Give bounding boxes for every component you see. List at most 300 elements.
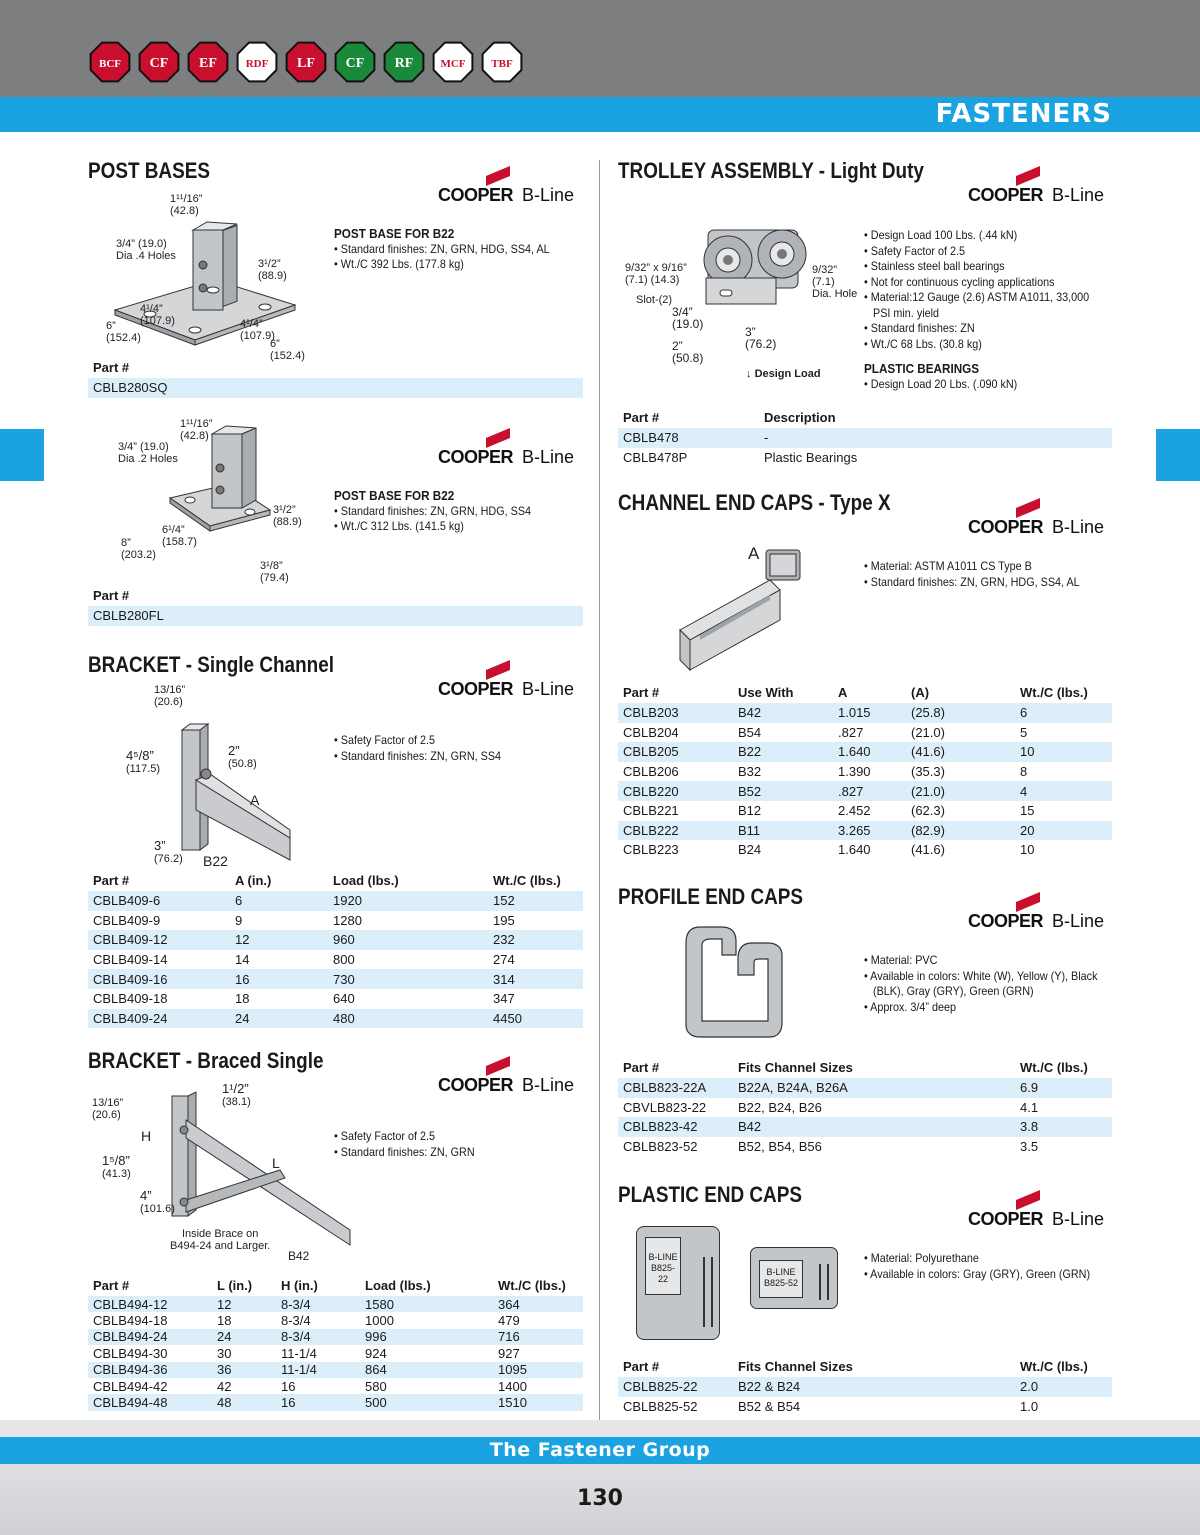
table-cell: Plastic Bearings xyxy=(764,449,858,465)
table-header: Part # xyxy=(623,1359,660,1374)
bline-flag-icon xyxy=(484,164,512,186)
dim-label: 3/4” (19.0) xyxy=(118,441,169,453)
bline-flag-icon xyxy=(484,658,512,680)
note-line: • Not for continuous cycling applications xyxy=(864,274,1055,289)
note-line: (BLK), Gray (GRY), Green (GRN) xyxy=(864,984,1034,998)
dim-label: 1⁵/8” xyxy=(102,1153,130,1168)
table-header: L (in.) xyxy=(217,1278,253,1293)
table-cell: CBLB825-52 xyxy=(623,1398,698,1414)
bracket-single-notes xyxy=(334,733,501,764)
table-cell: CBLB409-24 xyxy=(88,1009,230,1029)
post-base-1-table xyxy=(88,357,583,398)
table-row xyxy=(88,1378,583,1394)
table-cell: 11-1/4 xyxy=(276,1362,360,1378)
table-cell: CBLB409-18 xyxy=(93,991,168,1007)
table-cell: CBLB205 xyxy=(618,742,733,762)
dim-label: (101.6) xyxy=(140,1203,175,1215)
table-row xyxy=(618,821,1112,841)
cooper-bline-logo xyxy=(438,658,584,700)
table-cell: CBLB478P xyxy=(623,449,688,465)
section-title-bracket-single: BRACKET - Single Channel xyxy=(88,652,334,677)
dim-label: (7.1) xyxy=(812,276,835,288)
dim-label: 8” xyxy=(121,537,131,549)
dim-label: H xyxy=(141,1128,152,1144)
table-row xyxy=(618,1117,1112,1137)
table-row xyxy=(618,801,1112,821)
table-cell: 30 xyxy=(217,1345,232,1361)
brand-name-1: COOPER xyxy=(968,1209,1044,1229)
table-cell: CBLB409-9 xyxy=(93,912,161,928)
note-line: • Wt./C 392 Lbs. (177.8 kg) xyxy=(334,257,464,271)
section-title-end-caps-x: CHANNEL END CAPS - Type X xyxy=(618,490,891,515)
bline-flag-icon xyxy=(1014,496,1042,518)
plastic-caps-table xyxy=(618,1356,1112,1416)
table-cell: 8-3/4 xyxy=(281,1313,311,1329)
table-cell: 580 xyxy=(365,1378,387,1394)
table-cell: 1400 xyxy=(498,1378,527,1394)
bracket-single-table xyxy=(88,870,583,1028)
table-cell: 6 xyxy=(1015,703,1112,723)
table-cell: 6 xyxy=(230,891,328,911)
dim-label: (79.4) xyxy=(260,572,289,584)
notes-heading: PLASTIC BEARINGS xyxy=(864,361,980,376)
note-line: • Available in colors: Gray (GRY), Green (GRN) xyxy=(864,1266,1091,1281)
table-cell: CBLB280SQ xyxy=(88,378,583,398)
note-line: • Standard finishes: ZN, GRN, SS4 xyxy=(334,748,502,763)
table-cell: CBLB220 xyxy=(618,781,733,801)
table-cell: 3.5 xyxy=(1020,1139,1039,1155)
note-line: • Safety Factor of 2.5 xyxy=(334,733,436,747)
table-cell: CBLB409-6 xyxy=(88,891,230,911)
logo-badge xyxy=(336,43,375,82)
table-row xyxy=(618,762,1112,782)
table-header: Use With xyxy=(738,685,794,700)
cooper-bline-logo xyxy=(968,164,1114,206)
logo-text: RDF xyxy=(245,58,269,70)
section-title-plastic-caps: PLASTIC END CAPS xyxy=(618,1182,802,1207)
table-cell: 364 xyxy=(493,1296,583,1312)
dim-label: 6” xyxy=(270,338,280,350)
table-row xyxy=(88,378,583,398)
dim-label: (117.5) xyxy=(126,763,161,775)
cap-text: B825-52 xyxy=(763,1278,799,1288)
logo-text: RF xyxy=(394,56,414,71)
post-base-2-table xyxy=(88,585,583,626)
table-row xyxy=(618,781,1112,801)
plastic-cap-22-label xyxy=(645,1237,681,1295)
note-line: • Wt./C 312 Lbs. (141.5 kg) xyxy=(334,519,464,533)
dim-label: 4⁵/8” xyxy=(126,748,154,763)
note-line: • Standard finishes: ZN, GRN, HDG, SS4 xyxy=(334,503,532,518)
dim-label: 1¹¹/16” xyxy=(180,418,213,430)
table-cell: (62.3) xyxy=(911,803,945,819)
table-header: Load (lbs.) xyxy=(333,873,399,888)
table-cell: (25.8) xyxy=(906,703,1015,723)
table-cell: 20 xyxy=(1015,821,1112,841)
dim-label: L xyxy=(272,1155,280,1171)
cooper-bline-logo xyxy=(968,496,1114,538)
table-cell: 10 xyxy=(1015,742,1112,762)
dim-label: Dia .2 Holes xyxy=(118,453,178,465)
dim-label: (88.9) xyxy=(258,270,287,282)
table-cell: B22, B24, B26 xyxy=(738,1099,822,1115)
table-cell: 3.8 xyxy=(1015,1117,1112,1137)
table-row xyxy=(88,1312,583,1328)
note-line: • Available in colors: White (W), Yellow (Y), Black xyxy=(864,968,1098,983)
note-line: • Standard finishes: ZN xyxy=(864,321,975,335)
dim-label: 3/4” xyxy=(672,305,693,319)
dim-label: (20.6) xyxy=(92,1109,121,1121)
table-cell: 1920 xyxy=(328,891,488,911)
bline-flag-icon xyxy=(484,426,512,448)
note-line: • Approx. 3/4” deep xyxy=(864,999,957,1014)
table-row xyxy=(88,1009,583,1029)
table-header: Wt./C (lbs.) xyxy=(1020,1359,1088,1374)
brand-name-1: COOPER xyxy=(968,185,1044,205)
design-load-label: ↓ Design Load xyxy=(746,368,821,380)
table-cell: 1510 xyxy=(493,1394,583,1410)
table-cell: 195 xyxy=(493,912,515,928)
table-row xyxy=(88,989,583,1009)
section-title-bracket-braced: BRACKET - Braced Single xyxy=(88,1048,324,1073)
table-cell: B22 & B24 xyxy=(733,1377,1015,1397)
end-caps-x-table xyxy=(618,682,1112,860)
table-cell: B52 & B54 xyxy=(738,1398,801,1414)
dim-label: (76.2) xyxy=(154,853,183,865)
table-cell: CBLB494-24 xyxy=(88,1329,212,1345)
cooper-bline-logo xyxy=(438,164,584,206)
table-cell: B54 xyxy=(738,724,762,740)
table-row xyxy=(618,1397,1112,1417)
table-cell: 479 xyxy=(498,1313,520,1329)
table-cell: CBLB280FL xyxy=(88,606,583,626)
table-cell: 800 xyxy=(333,952,355,968)
table-row xyxy=(88,950,583,970)
table-cell: 24 xyxy=(230,1009,328,1029)
table-cell: 1000 xyxy=(365,1313,394,1329)
side-tab-right xyxy=(1156,429,1200,481)
logo-badge xyxy=(140,43,179,82)
logo-badge xyxy=(238,43,277,82)
table-row xyxy=(88,1394,583,1410)
table-cell: 152 xyxy=(488,891,583,911)
table-cell: B12 xyxy=(738,803,762,819)
table-header: Part # xyxy=(623,685,660,700)
table-cell: B52, B54, B56 xyxy=(738,1139,822,1155)
note-line: • Material: Polyurethane xyxy=(864,1251,979,1265)
end-caps-x-notes xyxy=(864,559,1080,590)
brand-name-2: B-Line xyxy=(522,185,575,205)
table-cell: .827 xyxy=(833,781,906,801)
table-row xyxy=(618,723,1112,743)
table-row xyxy=(618,1098,1112,1118)
table-row xyxy=(618,1078,1112,1098)
table-row xyxy=(88,911,583,931)
table-cell: 18 xyxy=(235,991,250,1007)
table-cell: CBLB823-52 xyxy=(623,1139,698,1155)
dim-label: (152.4) xyxy=(106,332,141,344)
dim-label: (20.6) xyxy=(154,696,183,708)
table-header: Wt./C (lbs.) xyxy=(1020,685,1088,700)
table-row xyxy=(618,448,1112,468)
table-header: (A) xyxy=(911,685,930,700)
table-cell: 12 xyxy=(212,1296,276,1312)
logo-text: MCF xyxy=(440,58,466,70)
table-cell: CBLB409-14 xyxy=(93,952,168,968)
table-cell: 1095 xyxy=(493,1362,583,1378)
table-cell: 16 xyxy=(281,1378,296,1394)
table-cell: CBLB204 xyxy=(623,724,679,740)
table-row xyxy=(618,1377,1112,1397)
trolley-table xyxy=(618,407,1112,467)
table-header: H (in.) xyxy=(281,1278,318,1293)
table-cell: 36 xyxy=(212,1362,276,1378)
bline-flag-icon xyxy=(484,1054,512,1076)
dim-label: (107.9) xyxy=(140,315,175,327)
table-cell: - xyxy=(759,428,1112,448)
table-cell: 1280 xyxy=(333,912,362,928)
table-cell: 640 xyxy=(333,991,355,1007)
table-cell: CBLB409-12 xyxy=(88,930,230,950)
dim-label: 1¹¹/16” xyxy=(170,193,203,205)
brand-name-2: B-Line xyxy=(522,1075,575,1095)
dim-label: Design Load xyxy=(754,368,821,380)
table-header: Part # xyxy=(93,588,130,603)
table-cell: B42 xyxy=(733,703,833,723)
note-line: • Stainless steel ball bearings xyxy=(864,259,1005,273)
table-cell: 480 xyxy=(328,1009,488,1029)
table-cell: (35.3) xyxy=(911,764,945,780)
dim-label: 9/32” xyxy=(812,264,838,276)
dim-label: B494-24 and Larger. xyxy=(170,1240,271,1252)
table-row xyxy=(88,1345,583,1361)
dim-label: 4¹/4” xyxy=(140,303,163,315)
footer-group-name: The Fastener Group xyxy=(0,1437,1200,1464)
brand-name-2: B-Line xyxy=(1052,1209,1105,1229)
cap-text: B-LINE xyxy=(648,1252,678,1262)
note-line: PSI min. yield xyxy=(864,305,940,320)
dim-label: 6¹/4” xyxy=(162,524,185,536)
dim-label: A xyxy=(250,792,260,808)
table-row xyxy=(88,1296,583,1312)
table-cell: 996 xyxy=(360,1329,493,1345)
note-line: • Standard finishes: ZN, GRN, HDG, SS4, AL xyxy=(334,241,550,256)
dim-label: B42 xyxy=(288,1249,310,1263)
table-header: A xyxy=(838,685,848,700)
dim-label: 2” xyxy=(228,743,240,758)
dim-label: (203.2) xyxy=(121,549,156,561)
table-cell: CBLB203 xyxy=(618,703,733,723)
table-cell: 11-1/4 xyxy=(281,1345,317,1361)
category-title: FASTENERS xyxy=(935,99,1112,129)
plastic-cap-22-image xyxy=(636,1226,720,1340)
dim-label: (158.7) xyxy=(162,536,197,548)
bline-flag-icon xyxy=(1014,1188,1042,1210)
logo-badge xyxy=(385,43,424,82)
table-cell: CBLB222 xyxy=(618,821,733,841)
notes-heading: POST BASE FOR B22 xyxy=(334,226,455,241)
table-cell: 716 xyxy=(493,1329,583,1345)
dim-label: (38.1) xyxy=(222,1096,251,1108)
dim-label: 4¹/4” xyxy=(240,318,263,330)
brand-name-2: B-Line xyxy=(1052,911,1105,931)
table-header: Part # xyxy=(623,1060,660,1075)
table-cell: 12 xyxy=(230,930,328,950)
note-line: • Safety Factor of 2.5 xyxy=(334,1129,436,1143)
profile-cap-drawing xyxy=(680,915,790,1045)
table-cell: B11 xyxy=(733,821,833,841)
table-cell: 924 xyxy=(365,1345,387,1361)
table-cell: (82.9) xyxy=(906,821,1015,841)
bracket-braced-table xyxy=(88,1275,583,1411)
table-cell: CBLB221 xyxy=(623,803,679,819)
brand-name-1: COOPER xyxy=(438,679,514,699)
table-cell: 1.390 xyxy=(838,764,871,780)
plastic-cap-52-image xyxy=(750,1247,838,1309)
table-cell: 8-3/4 xyxy=(276,1296,360,1312)
table-cell: 500 xyxy=(360,1394,493,1410)
table-cell: (21.0) xyxy=(911,724,945,740)
dim-label: Inside Brace on xyxy=(181,1228,259,1240)
table-cell: CBLB823-42 xyxy=(618,1117,733,1137)
note-line: • Wt./C 68 Lbs. (30.8 kg) xyxy=(864,336,982,351)
table-cell: 4450 xyxy=(488,1009,583,1029)
dim-label: 6” xyxy=(106,320,116,332)
bline-flag-icon xyxy=(1014,890,1042,912)
table-cell: 1.640 xyxy=(833,742,906,762)
table-cell: B22 xyxy=(733,742,833,762)
logo-badge xyxy=(189,43,228,82)
dim-label: 3” xyxy=(745,325,756,339)
cooper-bline-logo xyxy=(438,1054,584,1096)
logo-badge xyxy=(91,43,130,82)
table-cell: 4.1 xyxy=(1020,1099,1039,1115)
table-cell: CBLB206 xyxy=(623,764,679,780)
table-cell: CBLB494-36 xyxy=(88,1362,212,1378)
dim-label: Slot-(2) xyxy=(636,294,673,306)
table-header: A (in.) xyxy=(235,873,272,888)
page-number: 130 xyxy=(577,1486,623,1511)
table-header: Load (lbs.) xyxy=(365,1278,431,1293)
section-title-post-bases: POST BASES xyxy=(88,158,210,183)
table-row xyxy=(618,1137,1112,1157)
dim-label: 1¹/2” xyxy=(222,1081,249,1096)
table-row xyxy=(88,891,583,911)
logo-text: CF xyxy=(149,56,169,71)
brand-name-1: COOPER xyxy=(968,517,1044,537)
note-line: • Design Load 20 Lbs. (.090 kN) xyxy=(864,376,1018,391)
dim-label: 3¹/2” xyxy=(258,258,281,270)
logo-badge xyxy=(287,43,326,82)
dim-label: (107.9) xyxy=(240,330,275,342)
table-cell: B22A, B24A, B26A xyxy=(733,1078,1015,1098)
cooper-bline-logo xyxy=(968,890,1114,932)
dim-label: (50.8) xyxy=(228,758,257,770)
brand-name-1: COOPER xyxy=(438,447,514,467)
note-line: • Standard finishes: ZN, GRN xyxy=(334,1144,475,1159)
table-cell: B32 xyxy=(738,764,762,780)
table-cell: 48 xyxy=(212,1394,276,1410)
table-cell: 18 xyxy=(217,1313,232,1329)
note-line: • Material:12 Gauge (2.6) ASTM A1011, 33,000 xyxy=(864,290,1090,304)
table-cell: 2.0 xyxy=(1015,1377,1112,1397)
table-cell: CBLB494-30 xyxy=(93,1345,168,1361)
trolley-drawing xyxy=(690,208,820,318)
dim-label: 2” xyxy=(672,339,683,353)
table-cell: 314 xyxy=(488,969,583,989)
dim-label: A xyxy=(748,544,760,563)
dim-label: 3¹/2” xyxy=(273,504,296,516)
table-cell: 1.0 xyxy=(1020,1398,1039,1414)
table-row xyxy=(618,428,1112,448)
table-cell: 274 xyxy=(493,952,515,968)
brand-name-1: COOPER xyxy=(968,911,1044,931)
logo-badge xyxy=(483,43,522,82)
dim-label: 13/16” xyxy=(92,1097,124,1109)
table-cell: 927 xyxy=(498,1345,520,1361)
table-cell: 5 xyxy=(1020,724,1028,740)
bline-flag-icon xyxy=(1014,164,1042,186)
table-cell: 14 xyxy=(235,952,250,968)
dim-label: 13/16” xyxy=(154,684,186,696)
table-cell: 3.265 xyxy=(833,821,906,841)
table-cell: (41.6) xyxy=(911,842,945,858)
table-cell: 1.640 xyxy=(838,842,871,858)
table-cell: CBLB494-42 xyxy=(93,1378,168,1394)
dim-label: 3” xyxy=(154,838,166,853)
dim-label: Dia. Hole xyxy=(812,288,858,300)
notes-heading: POST BASE FOR B22 xyxy=(334,488,455,503)
bracket-braced-notes xyxy=(334,1129,475,1160)
table-cell: CBLB825-22 xyxy=(618,1377,733,1397)
table-cell: CBLB494-48 xyxy=(88,1394,212,1410)
table-header: Wt./C (lbs.) xyxy=(498,1278,566,1293)
table-cell: 2.452 xyxy=(838,803,871,819)
logo-badge xyxy=(434,43,473,82)
table-header: Part # xyxy=(93,873,130,888)
table-cell: 9 xyxy=(235,912,243,928)
table-row xyxy=(88,969,583,989)
table-row xyxy=(88,1329,583,1345)
logo-text: CF xyxy=(345,56,365,71)
table-cell: 4 xyxy=(1015,781,1112,801)
brand-name-2: B-Line xyxy=(522,447,575,467)
table-cell: CBLB494-12 xyxy=(88,1296,212,1312)
table-cell: 6.9 xyxy=(1015,1078,1112,1098)
table-cell: 42 xyxy=(217,1378,232,1394)
table-row xyxy=(88,606,583,626)
dim-label: (7.1) (14.3) xyxy=(625,274,680,286)
table-cell: 16 xyxy=(276,1394,360,1410)
plastic-caps-notes xyxy=(864,1251,1090,1282)
logo-text: BCF xyxy=(99,58,121,70)
table-cell: 232 xyxy=(488,930,583,950)
section-title-profile-caps: PROFILE END CAPS xyxy=(618,884,804,909)
brand-name-2: B-Line xyxy=(522,679,575,699)
note-line: • Design Load 100 Lbs. (.44 kN) xyxy=(864,228,1018,242)
table-cell: 960 xyxy=(328,930,488,950)
table-header: Wt./C (lbs.) xyxy=(1020,1060,1088,1075)
table-header: Part # xyxy=(93,1278,130,1293)
table-cell: 8 xyxy=(1020,764,1028,780)
logo-text: EF xyxy=(199,56,217,71)
profile-caps-notes xyxy=(864,953,1097,1015)
table-cell: 1580 xyxy=(360,1296,493,1312)
dim-label: B22 xyxy=(203,853,228,869)
table-cell: 1.015 xyxy=(833,703,906,723)
table-cell: B52 xyxy=(733,781,833,801)
end-cap-x-drawing xyxy=(670,540,810,675)
